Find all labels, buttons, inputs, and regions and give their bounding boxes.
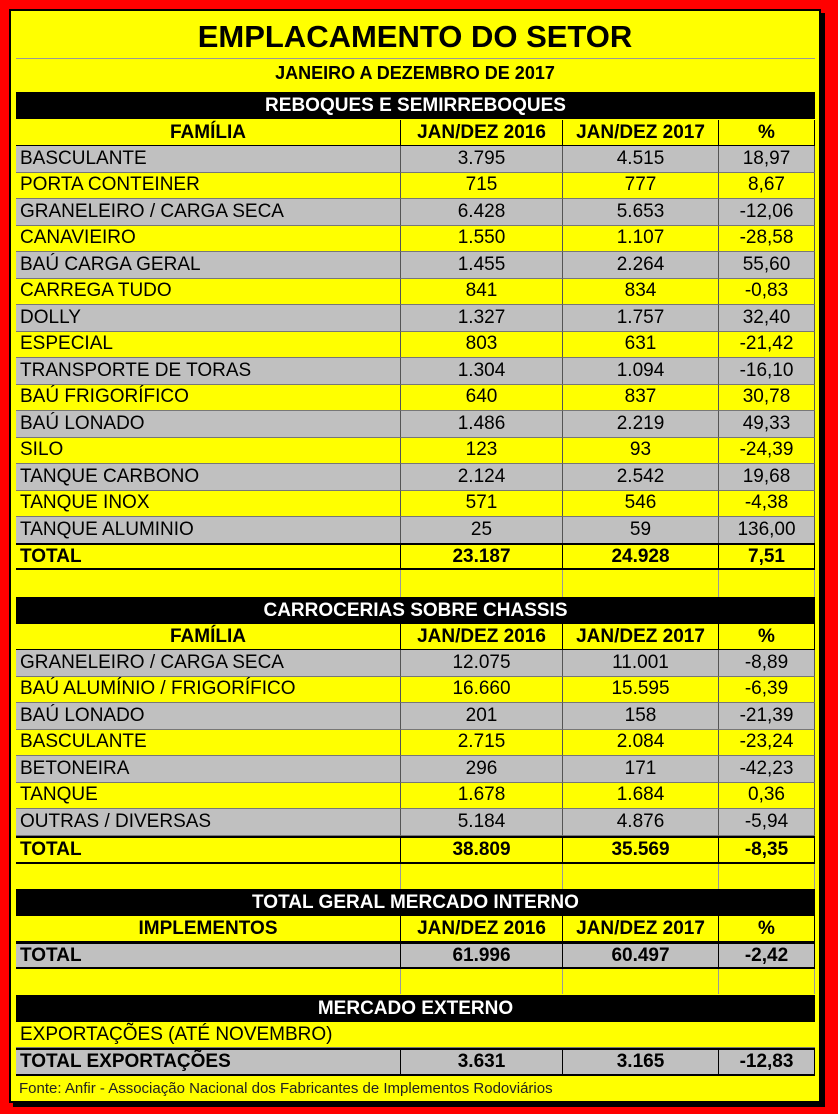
value-2017-cell: 837	[563, 385, 719, 412]
table-row	[16, 464, 815, 491]
header-row	[16, 916, 815, 942]
value-2017-cell: 1.094	[563, 358, 719, 385]
value-2017-cell: 4.515	[563, 146, 719, 173]
percent-cell: -24,39	[719, 438, 815, 465]
family-cell: TOTAL EXPORTAÇÕES	[16, 1048, 401, 1076]
family-cell: BAÚ CARGA GERAL	[16, 252, 401, 279]
table-row	[16, 703, 815, 730]
value-2017-cell: JAN/DEZ 2017	[563, 120, 719, 146]
table-row	[16, 252, 815, 279]
table-row	[16, 199, 815, 226]
value-2017-cell: 2.542	[563, 464, 719, 491]
value-2016-cell: 6.428	[401, 199, 563, 226]
percent-cell: 136,00	[719, 517, 815, 544]
family-cell: TOTAL	[16, 836, 401, 864]
value-2016-cell: 23.187	[401, 543, 563, 570]
export-note: EXPORTAÇÕES (ATÉ NOVEMBRO)	[16, 1022, 815, 1048]
family-cell: DOLLY	[16, 305, 401, 332]
table-row	[16, 226, 815, 253]
table-row	[16, 146, 815, 173]
total-row	[16, 942, 815, 969]
family-cell: IMPLEMENTOS	[16, 916, 401, 942]
percent-cell: -16,10	[719, 358, 815, 385]
value-2016-cell: 1.455	[401, 252, 563, 279]
total-row	[16, 836, 815, 864]
percent-cell: -6,39	[719, 677, 815, 704]
page-subtitle: JANEIRO A DEZEMBRO DE 2017	[275, 63, 555, 83]
value-2016-cell: 25	[401, 517, 563, 544]
family-cell: TANQUE INOX	[16, 491, 401, 518]
percent-cell: -28,58	[719, 226, 815, 253]
family-cell: FAMÍLIA	[16, 624, 401, 650]
percent-cell: -21,42	[719, 332, 815, 359]
value-2016-cell: 3.631	[401, 1048, 563, 1076]
section-band-reboques: REBOQUES E SEMIRREBOQUES	[16, 92, 815, 119]
value-2016-cell: 5.184	[401, 809, 563, 836]
source-footer: Fonte: Anfir - Associação Nacional dos Fabricantes de Implementos Rodoviários	[19, 1080, 553, 1097]
value-2017-cell: 834	[563, 279, 719, 306]
value-2016-cell: 715	[401, 173, 563, 200]
value-2017-cell: 2.264	[563, 252, 719, 279]
table-row	[16, 677, 815, 704]
value-2016-cell: 201	[401, 703, 563, 730]
table-row	[16, 173, 815, 200]
value-2017-cell: 60.497	[563, 942, 719, 969]
spacer-row	[16, 570, 815, 597]
total-row	[16, 1048, 815, 1076]
value-2016-cell: 841	[401, 279, 563, 306]
value-2016-cell: 2.124	[401, 464, 563, 491]
family-cell: PORTA CONTEINER	[16, 173, 401, 200]
family-cell: TANQUE	[16, 783, 401, 810]
value-2017-cell: JAN/DEZ 2017	[563, 916, 719, 942]
value-2016-cell: 38.809	[401, 836, 563, 864]
value-2016-cell: 1.327	[401, 305, 563, 332]
percent-cell: -8,35	[719, 836, 815, 864]
divider	[16, 58, 815, 59]
value-2016-cell: 16.660	[401, 677, 563, 704]
section-band-geral: TOTAL GERAL MERCADO INTERNO	[16, 889, 815, 916]
table-row	[16, 411, 815, 438]
percent-cell: -42,23	[719, 756, 815, 783]
value-2016-cell: JAN/DEZ 2016	[401, 120, 563, 146]
value-2016-cell: 61.996	[401, 942, 563, 969]
family-cell: BASCULANTE	[16, 730, 401, 757]
value-2016-cell: 1.550	[401, 226, 563, 253]
table-row	[16, 756, 815, 783]
value-2017-cell: 631	[563, 332, 719, 359]
header-row	[16, 120, 815, 146]
percent-cell: 19,68	[719, 464, 815, 491]
value-2016-cell: 123	[401, 438, 563, 465]
percent-cell: -5,94	[719, 809, 815, 836]
family-cell: CANAVIEIRO	[16, 226, 401, 253]
value-2016-cell: 803	[401, 332, 563, 359]
table-row	[16, 385, 815, 412]
percent-cell: %	[719, 624, 815, 650]
header-row	[16, 624, 815, 650]
value-2016-cell: 571	[401, 491, 563, 518]
percent-cell: -0,83	[719, 279, 815, 306]
family-cell: FAMÍLIA	[16, 120, 401, 146]
family-cell: BASCULANTE	[16, 146, 401, 173]
value-2017-cell: 1.684	[563, 783, 719, 810]
family-cell: OUTRAS / DIVERSAS	[16, 809, 401, 836]
value-2017-cell: 777	[563, 173, 719, 200]
family-cell: TANQUE CARBONO	[16, 464, 401, 491]
family-cell: TANQUE ALUMINIO	[16, 517, 401, 544]
percent-cell: -23,24	[719, 730, 815, 757]
percent-cell: %	[719, 916, 815, 942]
value-2017-cell: 35.569	[563, 836, 719, 864]
table-row	[16, 332, 815, 359]
percent-cell: 7,51	[719, 543, 815, 570]
family-cell: CARREGA TUDO	[16, 279, 401, 306]
percent-cell: -12,83	[719, 1048, 815, 1076]
value-2017-cell: 2.219	[563, 411, 719, 438]
family-cell: GRANELEIRO / CARGA SECA	[16, 650, 401, 677]
table-row	[16, 517, 815, 544]
family-cell: TOTAL	[16, 942, 401, 969]
percent-cell: -2,42	[719, 942, 815, 969]
percent-cell: -4,38	[719, 491, 815, 518]
value-2017-cell: 24.928	[563, 543, 719, 570]
value-2016-cell: 3.795	[401, 146, 563, 173]
table-row	[16, 650, 815, 677]
family-cell: BAÚ ALUMÍNIO / FRIGORÍFICO	[16, 677, 401, 704]
total-row	[16, 543, 815, 570]
spacer-row	[16, 969, 815, 994]
value-2016-cell: 296	[401, 756, 563, 783]
family-cell: BETONEIRA	[16, 756, 401, 783]
percent-cell: 55,60	[719, 252, 815, 279]
value-2017-cell: 15.595	[563, 677, 719, 704]
value-2016-cell: JAN/DEZ 2016	[401, 624, 563, 650]
value-2017-cell: 93	[563, 438, 719, 465]
percent-cell: 30,78	[719, 385, 815, 412]
value-2017-cell: 158	[563, 703, 719, 730]
value-2017-cell: 59	[563, 517, 719, 544]
percent-cell: 18,97	[719, 146, 815, 173]
value-2016-cell: 2.715	[401, 730, 563, 757]
family-cell: BAÚ LONADO	[16, 703, 401, 730]
value-2016-cell: 1.678	[401, 783, 563, 810]
family-cell: TOTAL	[16, 543, 401, 570]
value-2017-cell: 1.107	[563, 226, 719, 253]
value-2016-cell: 1.304	[401, 358, 563, 385]
section-band-carrocerias: CARROCERIAS SOBRE CHASSIS	[16, 597, 815, 624]
value-2017-cell: 1.757	[563, 305, 719, 332]
percent-cell: %	[719, 120, 815, 146]
table-row	[16, 438, 815, 465]
spacer-row	[16, 864, 815, 889]
value-2017-cell: JAN/DEZ 2017	[563, 624, 719, 650]
value-2017-cell: 171	[563, 756, 719, 783]
percent-cell: -8,89	[719, 650, 815, 677]
value-2017-cell: 546	[563, 491, 719, 518]
value-2017-cell: 5.653	[563, 199, 719, 226]
family-cell: SILO	[16, 438, 401, 465]
value-2016-cell: JAN/DEZ 2016	[401, 916, 563, 942]
table-row	[16, 305, 815, 332]
table-row	[16, 279, 815, 306]
percent-cell: 32,40	[719, 305, 815, 332]
family-cell: BAÚ LONADO	[16, 411, 401, 438]
table-row	[16, 809, 815, 836]
table-row	[16, 491, 815, 518]
table-row	[16, 783, 815, 810]
page-title: EMPLACAMENTO DO SETOR	[197, 19, 633, 54]
percent-cell: -21,39	[719, 703, 815, 730]
value-2017-cell: 4.876	[563, 809, 719, 836]
value-2016-cell: 12.075	[401, 650, 563, 677]
family-cell: ESPECIAL	[16, 332, 401, 359]
value-2016-cell: 1.486	[401, 411, 563, 438]
family-cell: GRANELEIRO / CARGA SECA	[16, 199, 401, 226]
percent-cell: 8,67	[719, 173, 815, 200]
table-row	[16, 730, 815, 757]
value-2017-cell: 3.165	[563, 1048, 719, 1076]
section-band-externo: MERCADO EXTERNO	[16, 995, 815, 1022]
value-2017-cell: 11.001	[563, 650, 719, 677]
percent-cell: 0,36	[719, 783, 815, 810]
percent-cell: 49,33	[719, 411, 815, 438]
family-cell: TRANSPORTE DE TORAS	[16, 358, 401, 385]
table-row	[16, 358, 815, 385]
value-2017-cell: 2.084	[563, 730, 719, 757]
family-cell: BAÚ FRIGORÍFICO	[16, 385, 401, 412]
percent-cell: -12,06	[719, 199, 815, 226]
value-2016-cell: 640	[401, 385, 563, 412]
report-frame	[9, 9, 821, 1103]
